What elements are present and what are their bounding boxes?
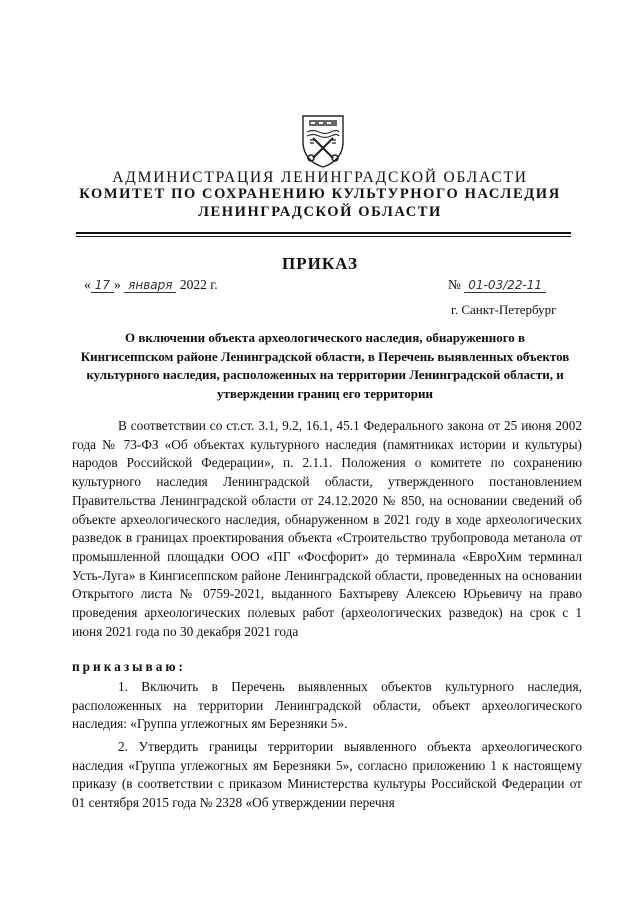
document-title: ПРИКАЗ <box>282 254 358 273</box>
document-city: г. Санкт-Петербург <box>451 302 557 317</box>
date-close-quote: » <box>114 277 121 292</box>
number-value: 01-03/22-11 <box>464 278 546 293</box>
header-divider-thin <box>76 236 571 237</box>
header-region: ЛЕНИНГРАДСКОЙ ОБЛАСТИ <box>198 204 442 220</box>
document-subject: О включении объекта археологического наследия, обнаруженного в Кингисеппском районе Ленинградской области, в Перечень выявленных объектов культурного наследия, расположенных на территории Ленинградской области, и утверждении границ его территории <box>80 330 570 401</box>
order-item-1: 1. Включить в Перечень выявленных объектов культурного наследия, расположенных на территории Ленинградской области, объект археологического наследия: «Группа углежогных ям Березняки 5». <box>72 679 582 732</box>
header-administration: АДМИНИСТРАЦИЯ ЛЕНИНГРАДСКОЙ ОБЛАСТИ <box>112 169 528 186</box>
document-date <box>84 277 218 293</box>
order-keyword: приказываю: <box>72 659 186 674</box>
number-sign: № <box>448 277 461 292</box>
preamble-paragraph: В соответствии со ст.ст. 3.1, 9.2, 16.1, 45.1 Федерального закона от 25 июня 2002 года № 73-ФЗ «Об объектах культурного наследия (памятниках истории и культуры) народов Российской Федерации», п. 2.1.1. Положения о комитете по сохранению культурного наследия Ленинградской области, утвержденного постановлением Правительства Ленинградской области от 24.12.2020 № 850, на основании сведений об объекте археологического наследия, обнаруженном в 2021 году в ходе археологических разведок в границах проектирования объекта «Строительство трубопровода метанола от промышленной площадки ООО «ПГ «Фосфорит» до терминала «ЕвроХим терминал Усть-Луга» в Кингисеппском районе Ленинградской области, проведенных на основании Открытого листа № 0759-2021, выданного Бахтыреву Алексею Юрьевичу на право проведения археологических полевых работ (археологических разведок) на срок с 1 июня 2021 года по 30 декабря 2021 года <box>72 418 582 639</box>
header-divider-thick <box>76 232 571 234</box>
date-day: 17 <box>91 278 114 293</box>
document-number <box>448 277 546 293</box>
date-open-quote: « <box>84 277 91 292</box>
date-year: 2022 г. <box>179 277 218 292</box>
date-month: января <box>124 278 176 293</box>
order-item-2: 2. Утвердить границы территории выявленного объекта археологического наследия «Группа углежогных ям Березняки 5», согласно приложению 1 к настоящему приказу (в соответствии с приказом Министерства культуры Российской Федерации от 01 сентября 2015 года № 2328 «Об утверждении перечня <box>72 739 582 811</box>
header-committee: КОМИТЕТ ПО СОХРАНЕНИЮ КУЛЬТУРНОГО НАСЛЕДИЯ <box>79 186 561 202</box>
coat-of-arms-icon <box>299 112 347 168</box>
